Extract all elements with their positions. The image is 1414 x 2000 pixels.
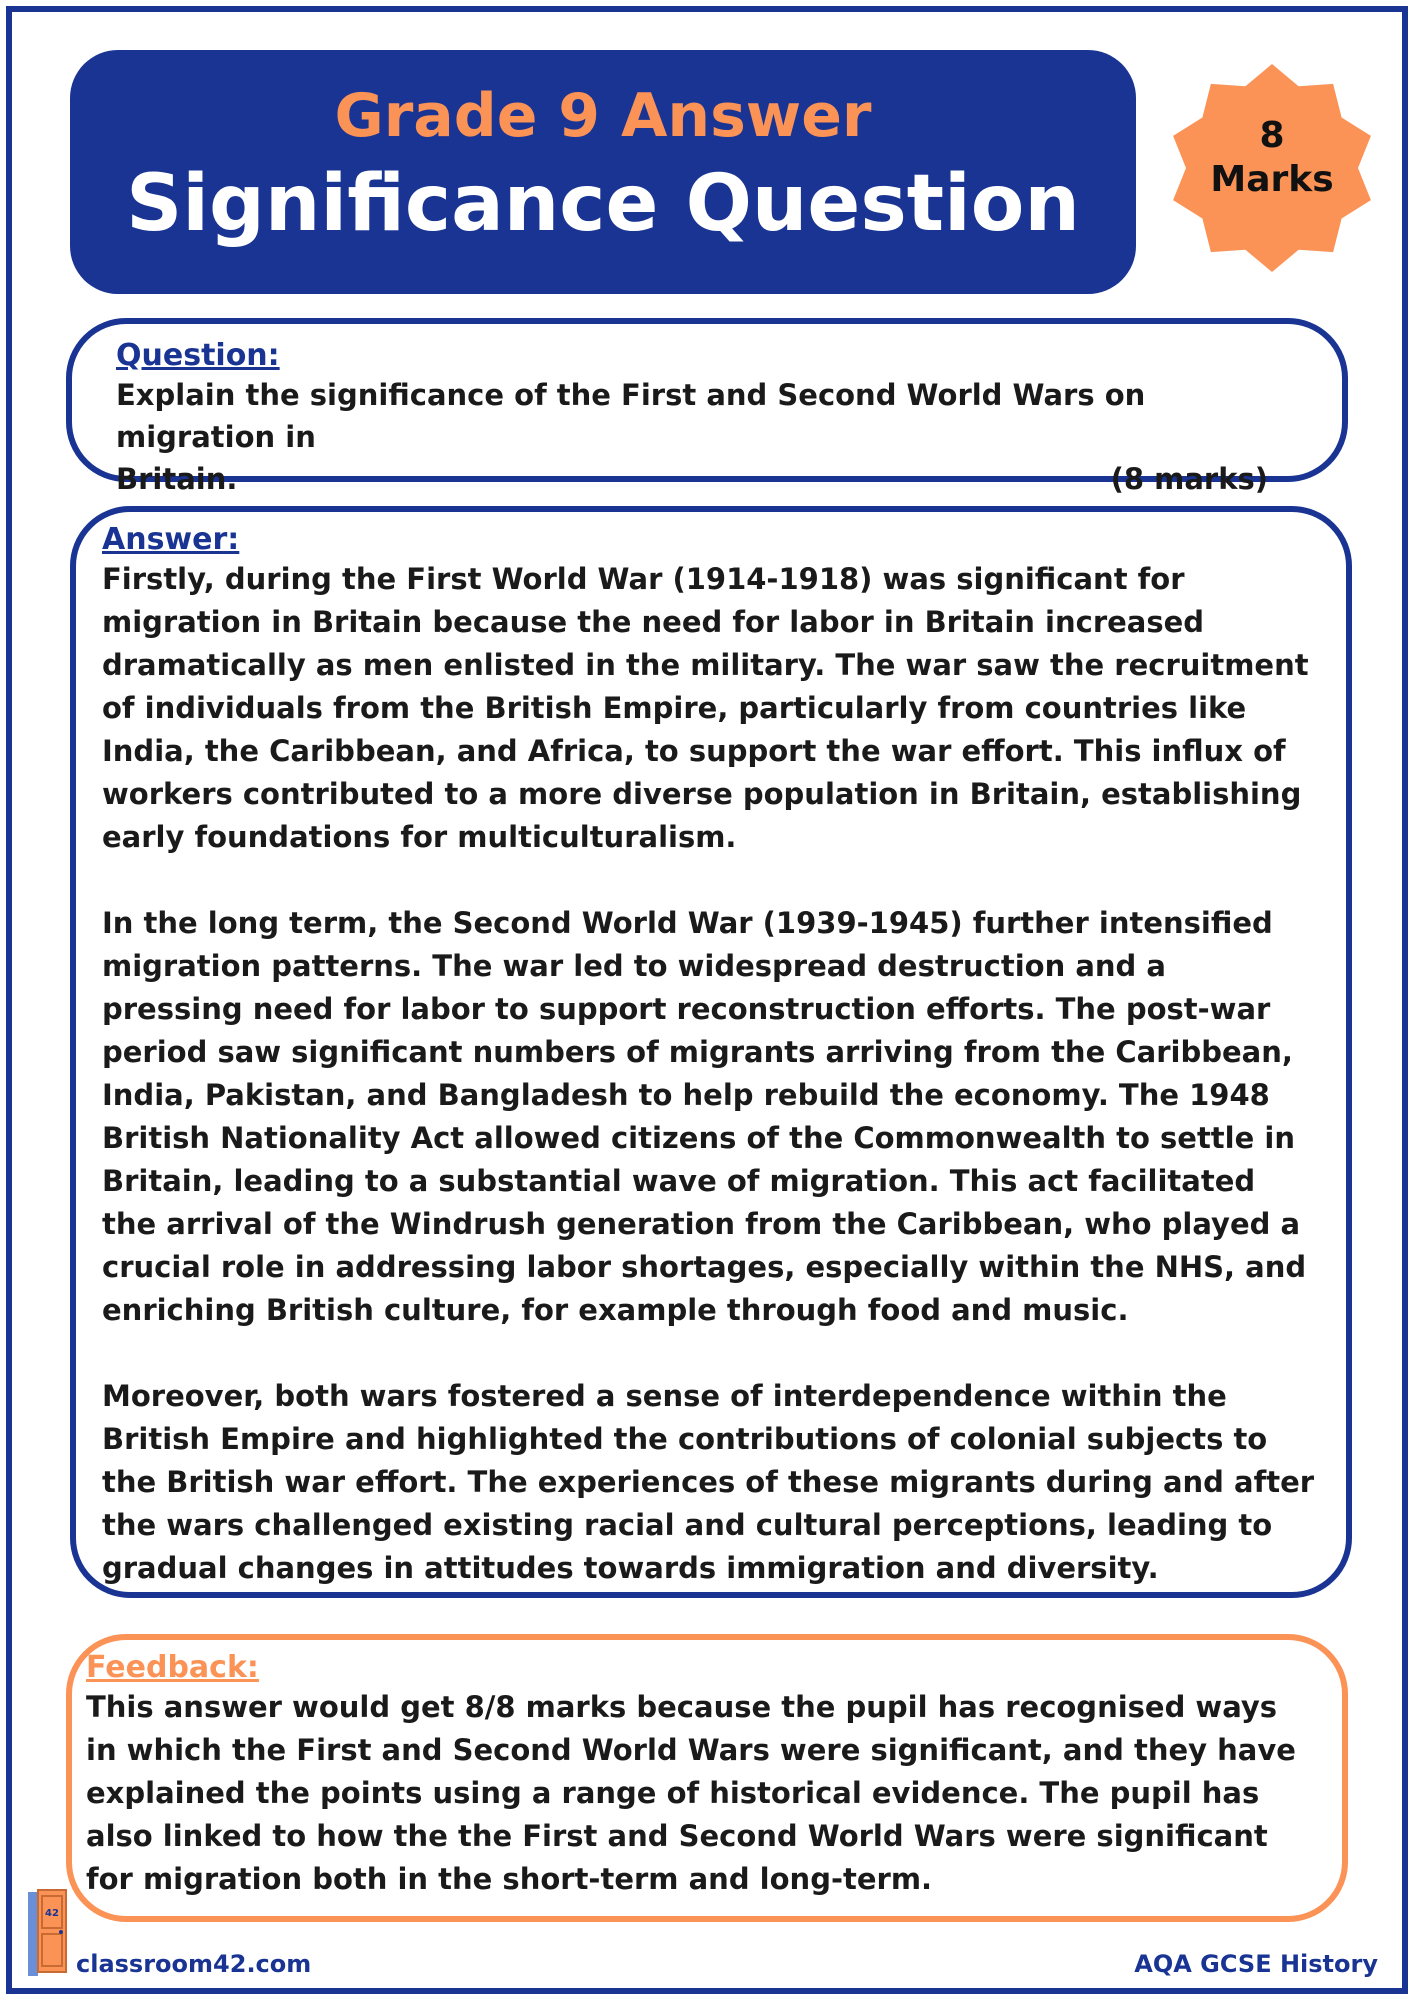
svg-text:42: 42 <box>45 1908 59 1919</box>
marks-number: 8 <box>1259 115 1285 156</box>
feedback-box <box>66 1634 1348 1922</box>
question-line-2-row <box>116 458 1312 500</box>
question-text <box>116 374 1312 500</box>
page-title: Significance Question <box>126 159 1080 249</box>
feedback-text: This answer would get 8/8 marks because the pupil has recognised ways in which the First and Second World Wars were significant, and they have explained the points using a range of historical evidence. The pupil has also linked to how the the First and Second World Wars were significant for migration both in the short-term and long-term. <box>86 1690 1296 1896</box>
question-box <box>66 318 1348 496</box>
marks-badge-text <box>1166 114 1378 202</box>
marks-unit: Marks <box>1210 159 1334 200</box>
footer-site-link[interactable]: classroom42.com <box>76 1950 312 1978</box>
answer-paragraph-3: Moreover, both wars fostered a sense of interdependence within the British Empire and highlighted the contributions of colonial subjects to the British war effort. The experiences of these migrants during and after the wars challenged existing racial and cultural perceptions, leading to gradual changes in attitudes towards immigration and diversity. <box>102 1379 1315 1585</box>
answer-body <box>102 558 1316 1590</box>
door-logo-icon <box>24 1886 72 1978</box>
question-line-1: Explain the significance of the First and Second World Wars on migration in <box>116 378 1146 454</box>
question-line-2: Britain. <box>116 462 238 496</box>
answer-paragraph-1: Firstly, during the First World War (1914-1918) was significant for migration in Britain because the need for labor in Britain increased dramatically as men enlisted in the military. The war saw the recruitment of individuals from the British Empire, particularly from countries like India, the Caribbean, and Africa, to support the war effort. This influx of workers contributed to a more diverse population in Britain, establishing early foundations for multiculturalism. <box>102 562 1309 854</box>
question-marks: (8 marks) <box>1110 462 1268 496</box>
marks-badge <box>1166 62 1378 274</box>
grade-heading: Grade 9 Answer <box>334 81 872 151</box>
feedback-label: Feedback: <box>86 1650 259 1685</box>
header-banner <box>70 50 1136 294</box>
answer-box <box>70 506 1352 1598</box>
footer-course: AQA GCSE History <box>1134 1950 1378 1978</box>
answer-label: Answer: <box>102 522 240 557</box>
question-label: Question: <box>116 338 280 373</box>
answer-paragraph-2: In the long term, the Second World War (1939-1945) further intensified migration patterns. The war led to widespread destruction and a pressing need for labor to support reconstruction efforts. The post-war period saw significant numbers of migrants arriving from the Caribbean, India, Pakistan, and Bangladesh to help rebuild the economy. The 1948 British Nationality Act allowed citizens of the Commonwealth to settle in Britain, leading to a substantial wave of migration. This act facilitated the arrival of the Windrush generation from the Caribbean, who played a crucial role in addressing labor shortages, especially within the NHS, and enriching British culture, for example through food and music. <box>102 906 1307 1327</box>
